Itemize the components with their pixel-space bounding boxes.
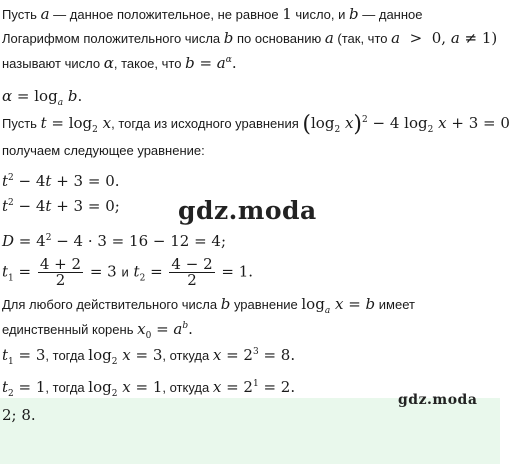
- definition-line-2: Логарифмом положительного числа b по основанию a (так, что a > 0, a ≠ 1): [2, 29, 498, 47]
- watermark-center: gdz.moda: [178, 196, 317, 225]
- case-t2: $t_2 = 1$, тогда $\log_2 x = 1$, откуда $x = 2^1 = 2$.: [2, 378, 296, 399]
- watermark-bottom: gdz.moda: [398, 392, 478, 408]
- case-t1: $t_1 = 3$, тогда $\log_2 x = 3$, откуда $x = 2^3 = 8$.: [2, 346, 296, 367]
- log-definition: $\alpha = \log_a b$.: [2, 87, 83, 108]
- substitution-line: Пусть $t = \log_2 x$, тогда из исходного уравнения ($\log_2$ x)$^2$ − 4 $\log_2 x + 3 = 0$: [2, 112, 510, 137]
- quadratic-equation-1: $t^2 - 4t + 3 = 0$.: [2, 172, 120, 190]
- definition-line-3: называют число α, такое, что $b = a^\alpha$.: [2, 54, 237, 72]
- definition-line-1: Пусть a — данное положительное, не равное 1 число, и b — данное: [2, 5, 423, 23]
- quadratic-equation-2: $t^2 - 4t + 3 = 0$;: [2, 197, 120, 215]
- roots-line: $t_1$ = $\frac{4 + 2}{2}$ = 3 и $t_2$ = $\frac{4 - 2}{2}$ = 1.: [2, 255, 254, 289]
- discriminant: $D = 4^2 - 4 \cdot 3 = 16 - 12 = 4$;: [2, 232, 227, 250]
- answer: 2; 8.: [2, 406, 36, 424]
- root-rule-line-2: единственный корень $x_0 = a^b$.: [2, 320, 193, 341]
- equation-intro: получаем следующее уравнение:: [2, 143, 205, 158]
- root-rule-line-1: Для любого действительного числа b уравнение $\log_a x = b$ имеет: [2, 295, 415, 316]
